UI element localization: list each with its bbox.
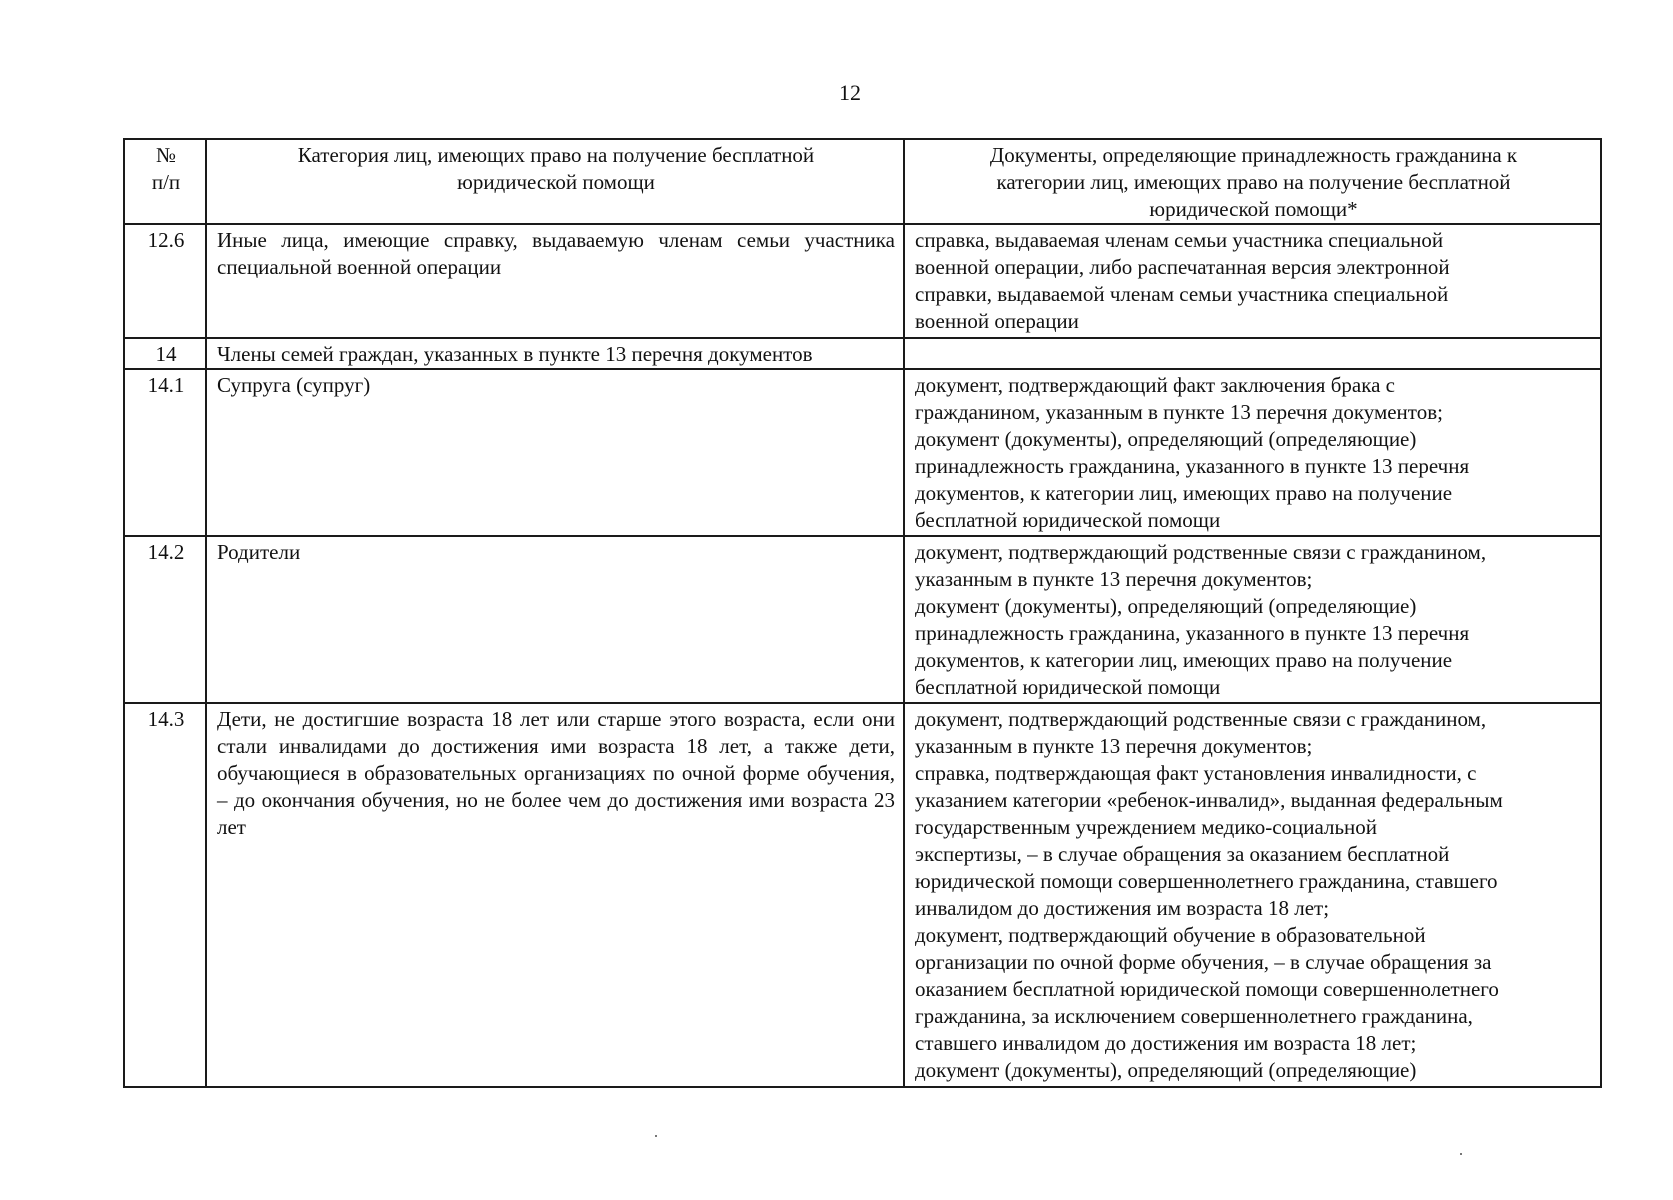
document-line: документ (документы), определяющий (определяющие)	[915, 1058, 1417, 1082]
document-line: документ, подтверждающий факт заключения брака с	[915, 373, 1395, 397]
eligibility-table	[123, 138, 1602, 1088]
table-header-row	[124, 139, 1601, 224]
document-line: организации по очной форме обучения, – в случае обращения за	[915, 950, 1492, 974]
document-line: указанным в пункте 13 перечня документов;	[915, 567, 1313, 591]
row-documents	[904, 224, 1601, 338]
header-category-line: юридической помощи	[457, 170, 655, 194]
row-number: 14.2	[124, 536, 206, 703]
header-documents-line: Документы, определяющие принадлежность гражданина к	[989, 143, 1518, 167]
document-line: юридической помощи совершеннолетнего гражданина, ставшего	[915, 869, 1498, 893]
document-line: военной операции, либо распечатанная версия электронной	[915, 255, 1450, 279]
table-row	[124, 703, 1601, 1087]
header-category-line: Категория лиц, имеющих право на получение бесплатной	[297, 143, 815, 167]
row-category: Супруга (супруг)	[206, 369, 904, 536]
document-line: документ, подтверждающий обучение в образовательной	[915, 923, 1426, 947]
scan-speck	[655, 1135, 657, 1137]
header-category	[206, 139, 904, 224]
document-line: справка, подтверждающая факт установления инвалидности, с	[915, 761, 1477, 785]
document-line: справки, выдаваемой членам семьи участника специальной	[915, 282, 1449, 306]
table-row	[124, 338, 1601, 369]
document-line: справка, выдаваемая членам семьи участника специальной	[915, 228, 1444, 252]
row-category: Члены семей граждан, указанных в пункте 13 перечня документов	[206, 338, 904, 369]
document-line: военной операции	[915, 309, 1079, 333]
document-line: документ, подтверждающий родственные связи с гражданином,	[915, 540, 1487, 564]
document-line: государственным учреждением медико-социальной	[915, 815, 1378, 839]
row-documents	[904, 703, 1601, 1087]
document-line: документ, подтверждающий родственные связи с гражданином,	[915, 707, 1487, 731]
document-line: документ (документы), определяющий (определяющие)	[915, 427, 1417, 451]
row-documents	[904, 536, 1601, 703]
row-number: 14.1	[124, 369, 206, 536]
page-number: 12	[839, 80, 861, 105]
document-line: бесплатной юридической помощи	[915, 675, 1221, 699]
document-line: гражданином, указанным в пункте 13 перечня документов;	[915, 400, 1443, 424]
table-row	[124, 224, 1601, 338]
row-documents	[904, 369, 1601, 536]
document-line: указанием категории «ребенок-инвалид», выданная федеральным	[915, 788, 1503, 812]
header-documents	[904, 139, 1601, 224]
document-line: указанным в пункте 13 перечня документов;	[915, 734, 1313, 758]
document-line: ставшего инвалидом до достижения им возраста 18 лет;	[915, 1031, 1417, 1055]
row-documents	[904, 338, 1601, 369]
document-line: гражданина, за исключением совершеннолетнего гражданина,	[915, 1004, 1473, 1028]
header-number-line: №	[155, 143, 177, 167]
row-number: 14	[124, 338, 206, 369]
row-number: 12.6	[124, 224, 206, 338]
table-row	[124, 536, 1601, 703]
header-number	[124, 139, 206, 224]
row-category: Дети, не достигшие возраста 18 лет или старше этого возраста, если они стали инвалидами до достижения ими возраста 18 лет, а также дети, обучающиеся в образовательных организациях по очной форме обучения, – до окончания обучения, но не более чем до достижения ими возраста 23 лет	[206, 703, 904, 1087]
document-line: бесплатной юридической помощи	[915, 508, 1221, 532]
header-documents-line: категории лиц, имеющих право на получение бесплатной	[996, 170, 1511, 194]
table-row	[124, 369, 1601, 536]
document-line: документов, к категории лиц, имеющих право на получение	[915, 648, 1453, 672]
row-number: 14.3	[124, 703, 206, 1087]
document-line: документ (документы), определяющий (определяющие)	[915, 594, 1417, 618]
document-line: принадлежность гражданина, указанного в пункте 13 перечня	[915, 621, 1470, 645]
row-category: Иные лица, имеющие справку, выдаваемую членам семьи участника специальной военной операции	[206, 224, 904, 338]
header-number-line: п/п	[151, 170, 181, 194]
row-category: Родители	[206, 536, 904, 703]
document-line: документов, к категории лиц, имеющих право на получение	[915, 481, 1453, 505]
scan-speck	[1460, 1153, 1462, 1155]
document-line: оказанием бесплатной юридической помощи совершеннолетнего	[915, 977, 1499, 1001]
header-documents-line: юридической помощи*	[1149, 197, 1358, 221]
document-line: инвалидом до достижения им возраста 18 лет;	[915, 896, 1330, 920]
document-line: экспертизы, – в случае обращения за оказанием бесплатной	[915, 842, 1450, 866]
document-line: принадлежность гражданина, указанного в пункте 13 перечня	[915, 454, 1470, 478]
